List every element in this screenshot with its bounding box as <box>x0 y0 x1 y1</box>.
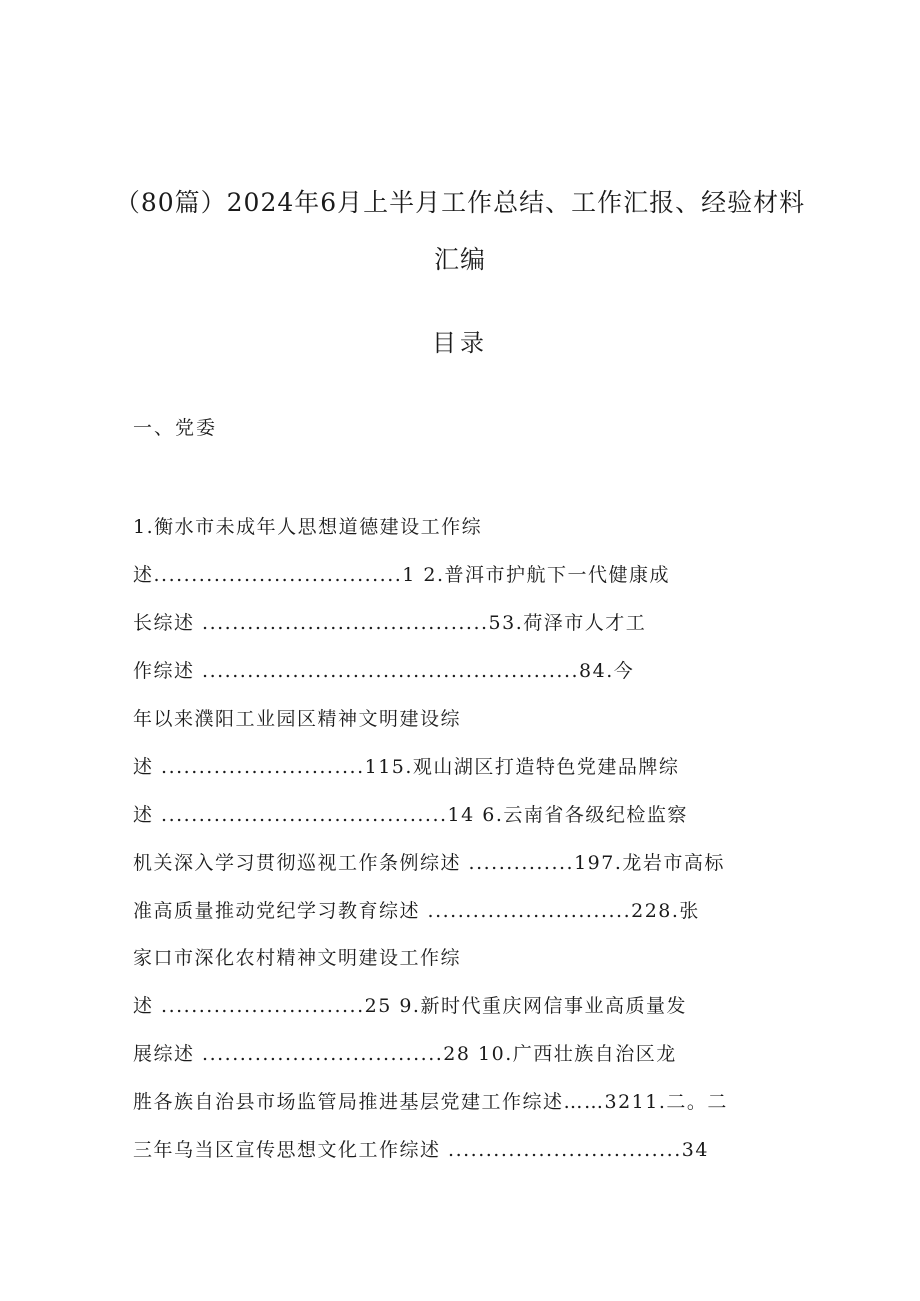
toc-line: 家口市深化农村精神文明建设工作综 <box>133 947 462 969</box>
toc-line: 述.................................1 2.普洱市护航下一代健康成 <box>133 564 671 586</box>
document-title-line-2: 汇编 <box>433 245 486 274</box>
toc-line: 作综述 ..................................................84.今 <box>133 660 635 682</box>
toc-line: 述 ......................................14 6.云南省各级纪检监察 <box>133 804 688 826</box>
toc-line: 准高质量推动党纪学习教育综述 ...........................228.张 <box>133 900 700 922</box>
toc-line: 胜各族自治县市场监管局推进基层党建工作综述……3211.二。二 <box>133 1091 728 1113</box>
toc-line: 述 ...........................115.观山湖区打造特色党建品牌综 <box>133 756 680 778</box>
toc-line: 长综述 ......................................53.荷泽市人才工 <box>133 612 647 634</box>
section-heading: 一、党委 <box>133 417 218 439</box>
toc-line: 机关深入学习贯彻巡视工作条例综述 ..............197.龙岩市高标 <box>133 852 725 874</box>
toc-line: 年以来濮阳工业园区精神文明建设综 <box>133 708 462 730</box>
toc-line: 三年乌当区宣传思想文化工作综述 ...............................34 <box>133 1139 709 1161</box>
toc-line: 述 ...........................25 9.新时代重庆网信事业高质量发 <box>133 995 687 1017</box>
toc-line: 1.衡水市未成年人思想道德建设工作综 <box>133 516 483 538</box>
toc-line: 展综述 ................................28 10.广西壮族自治区龙 <box>133 1043 677 1065</box>
toc-heading: 目录 <box>432 329 488 357</box>
document-title-line-1: （80篇）2024年6月上半月工作总结、工作汇报、经验材料 <box>114 188 806 217</box>
